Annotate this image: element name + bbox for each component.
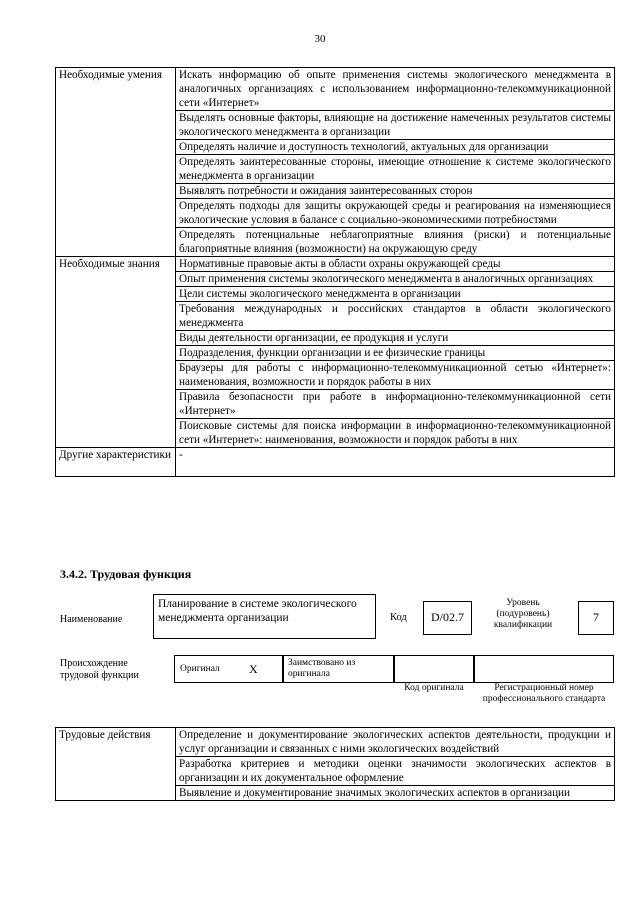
- function-name-box: Планирование в системе экологического менеджмента организации: [153, 594, 376, 639]
- skill-item: Определять наличие и доступность технологий, актуальных для организации: [176, 140, 615, 155]
- code-original-caption: Код оригинала: [404, 683, 464, 693]
- skill-item: Искать информацию об опыте применения системы экологического менеджмента в аналогичных организациях с использованием информационно-телекоммуникационной сети «Интернет»: [176, 68, 615, 111]
- actions-label: Трудовые действия: [56, 728, 176, 801]
- table-row: [56, 257, 615, 272]
- origin-label: Происхождение трудовой функции: [60, 658, 139, 681]
- code-label: Код: [390, 612, 407, 623]
- knowledge-item: Браузеры для работы с информационно-телекоммуникационной сетью «Интернет»: наименования, возможности и порядок работы в них: [176, 361, 615, 390]
- knowledge-item: Цели системы экологического менеджмента в организации: [176, 287, 615, 302]
- code-value-box: D/02.7: [423, 601, 472, 635]
- knowledge-item: Подразделения, функции организации и ее физические границы: [176, 346, 615, 361]
- skill-item: Выделять основные факторы, влияющие на достижение намеченных результатов системы экологического менеджмента в организации: [176, 111, 615, 140]
- knowledge-item: Поисковые системы для поиска информации в информационно-телекоммуникационной сети «Интернет»: наименования, возможности и порядок работы в них: [176, 419, 615, 448]
- borrowed-box: Заимствовано из оригинала: [283, 655, 394, 683]
- skill-item: Определять потенциальные неблагоприятные влияния (риски) и потенциальные благоприятные влияния (возможности) на окружающую среду: [176, 228, 615, 257]
- skill-item: Выявлять потребности и ожидания заинтересованных сторон: [176, 184, 615, 199]
- knowledge-item: Требования международных и российских стандартов в области экологического менеджмента: [176, 302, 615, 331]
- level-label: Уровень (подуровень) квалификации: [493, 598, 553, 630]
- action-item: Определение и документирование экологических аспектов деятельности, продукции и услуг организации и связанных с ними экологических воздействий: [176, 728, 615, 757]
- code-original-box: [394, 655, 474, 683]
- table-row: [56, 68, 615, 111]
- knowledge-item: Опыт применения системы экологического менеджмента в аналогичных организациях: [176, 272, 615, 287]
- name-label: Наименование: [60, 614, 123, 625]
- skill-item: Определять подходы для защиты окружающей среды и реагирования на изменяющиеся экологические условия в балансе с социально-экономическими потребностями: [176, 199, 615, 228]
- original-mark: X: [249, 662, 258, 676]
- reg-number-box: [474, 655, 614, 683]
- reg-number-caption: Регистрационный номер профессионального стандарта: [482, 683, 606, 704]
- knowledge-item: Виды деятельности организации, ее продукция и услуги: [176, 331, 615, 346]
- action-item: Выявление и документирование значимых экологических аспектов в организации: [176, 786, 615, 801]
- skills-knowledge-table: [55, 67, 615, 477]
- knowledge-label: Необходимые знания: [56, 257, 176, 448]
- level-value-box: 7: [578, 601, 614, 635]
- other-value: -: [176, 448, 615, 477]
- table-row: [56, 728, 615, 757]
- knowledge-item: Нормативные правовые акты в области охраны окружающей среды: [176, 257, 615, 272]
- skills-label: Необходимые умения: [56, 68, 176, 257]
- original-box: [174, 655, 283, 683]
- skill-item: Определять заинтересованные стороны, имеющие отношение к системе экологического менеджмента в организации: [176, 155, 615, 184]
- section-title: 3.4.2. Трудовая функция: [60, 567, 192, 581]
- labor-actions-table: [55, 727, 615, 801]
- page-number: 30: [314, 33, 326, 45]
- original-label: Оригинал: [180, 664, 220, 674]
- action-item: Разработка критериев и методики оценки значимости экологических аспектов в организации и их документальное оформление: [176, 757, 615, 786]
- knowledge-item: Правила безопасности при работе в информационно-телекоммуникационной сети «Интернет»: [176, 390, 615, 419]
- table-row: [56, 448, 615, 477]
- other-label: Другие характеристики: [56, 448, 176, 477]
